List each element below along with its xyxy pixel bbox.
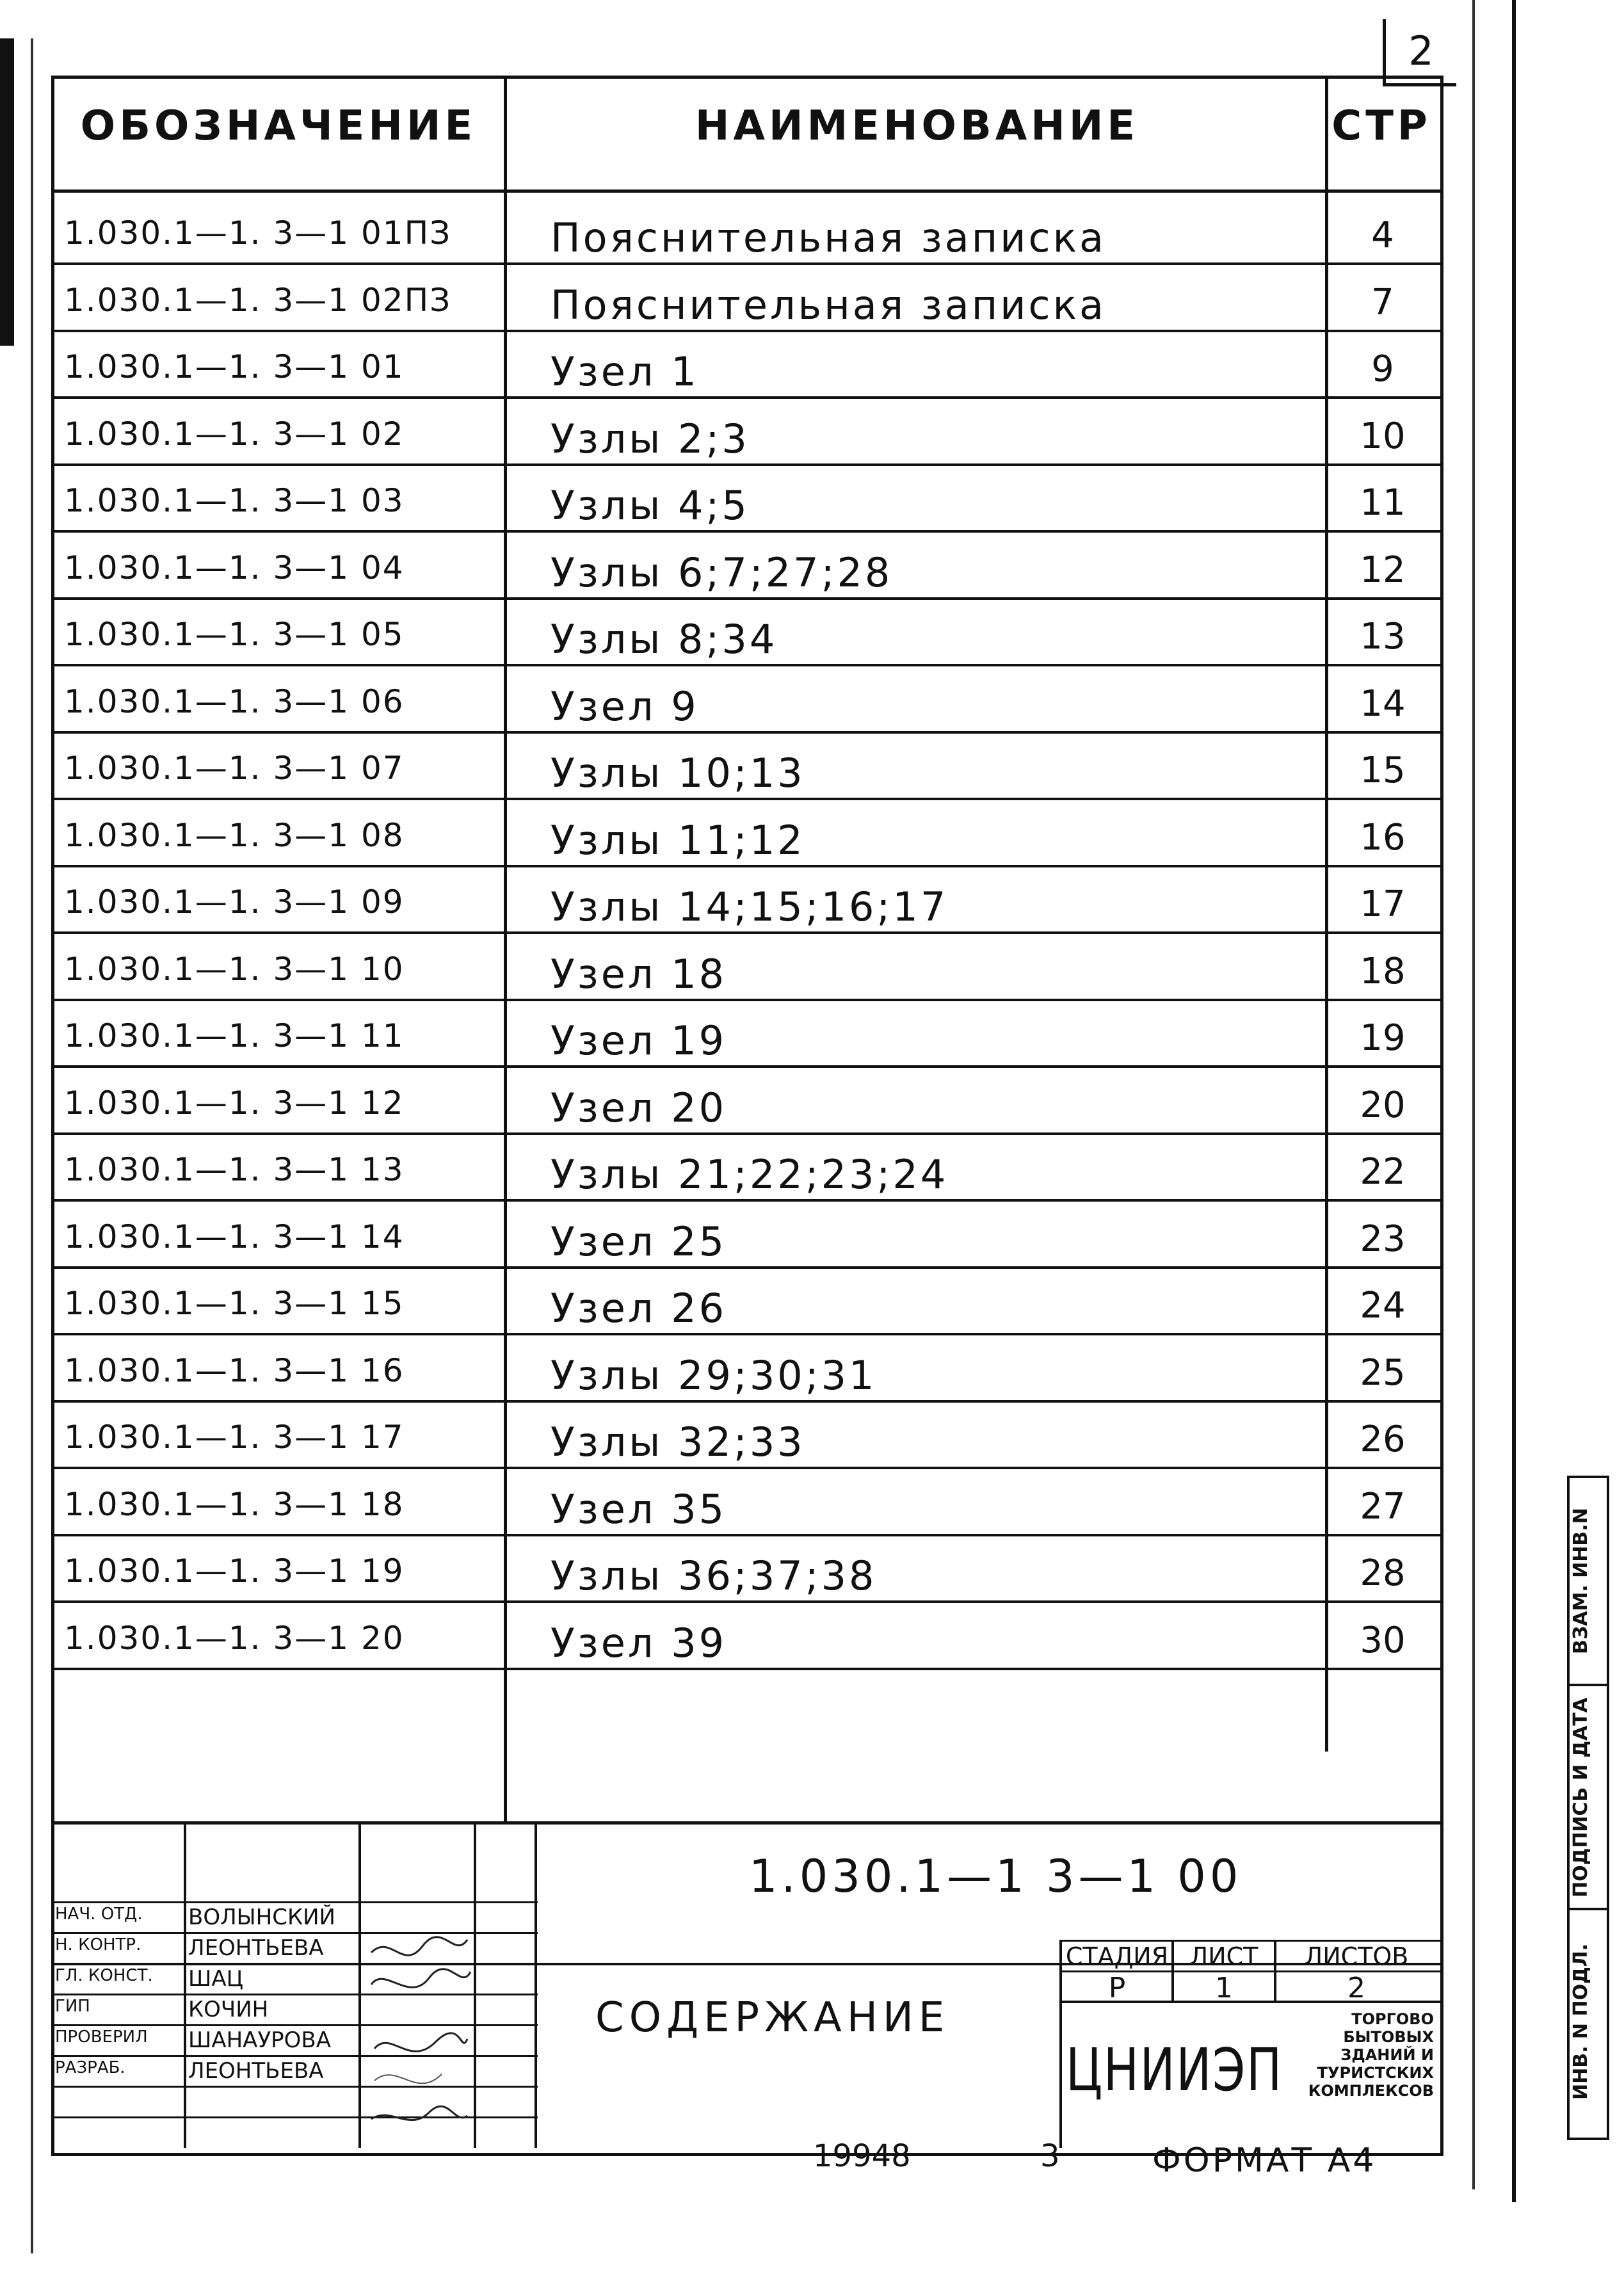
- row-rule: [51, 330, 1440, 332]
- row-rule: [51, 1266, 1440, 1269]
- stage-label: СТАДИЯ: [1065, 1942, 1169, 1970]
- row-page: 4: [1371, 214, 1394, 256]
- sheet-value: 1: [1215, 1972, 1233, 2004]
- row-code: 1.030.1—1. 3—1 04: [64, 549, 405, 586]
- row-rule: [51, 999, 1440, 1001]
- side-stamp-rule: [1567, 1908, 1609, 1910]
- copy-number: 3: [1040, 2138, 1060, 2174]
- row-code: 1.030.1—1. 3—1 17: [64, 1419, 405, 1456]
- document-code: 1.030.1—1 3—1 00: [749, 1850, 1242, 1903]
- scan-edge: [0, 38, 14, 346]
- right-frame-line-inner: [1472, 0, 1475, 2189]
- row-code: 1.030.1—1. 3—1 03: [64, 482, 405, 519]
- tb-col-b: [358, 1821, 361, 2148]
- row-code: 1.030.1—1. 3—1 12: [64, 1084, 405, 1122]
- col-sep-1: [504, 76, 507, 1823]
- row-page: 10: [1360, 415, 1406, 457]
- row-name: Узлы 32;33: [551, 1419, 805, 1465]
- row-name: Узел 9: [551, 682, 699, 730]
- row-rule: [51, 262, 1440, 265]
- row-code: 1.030.1—1. 3—1 13: [64, 1151, 405, 1188]
- row-name: Пояснительная записка: [551, 281, 1107, 328]
- row-code: 1.030.1—1. 3—1 02: [64, 415, 405, 453]
- sheet-number: 2: [1383, 19, 1456, 86]
- tb-col-c: [474, 1821, 476, 2148]
- row-rule: [51, 1199, 1440, 1202]
- row-rule: [51, 1065, 1440, 1068]
- row-name: Узлы 14;15;16;17: [551, 883, 949, 930]
- staff-name: ШАНАУРОВА: [188, 2027, 332, 2053]
- col-header-designation: ОБОЗНАЧЕНИЕ: [80, 102, 477, 150]
- row-name: Узлы 2;3: [551, 415, 750, 462]
- staff-role: Н. КОНТР.: [55, 1935, 141, 1954]
- row-page: 15: [1360, 750, 1406, 791]
- stamp-sign-date: ПОДПИСЬ И ДАТА: [1570, 1697, 1592, 1897]
- row-code: 1.030.1—1. 3—1 14: [64, 1218, 405, 1255]
- row-name: Узел 19: [551, 1017, 727, 1064]
- sheet-title: СОДЕРЖАНИЕ: [595, 1994, 950, 2042]
- row-rule: [51, 597, 1440, 600]
- row-rule: [51, 798, 1440, 800]
- row-code: 1.030.1—1. 3—1 02ПЗ: [64, 281, 452, 319]
- row-rule: [51, 1400, 1440, 1403]
- left-margin-line: [31, 38, 33, 2253]
- row-rule: [51, 1600, 1440, 1603]
- row-name: Узлы 4;5: [551, 482, 750, 529]
- row-name: Узлы 36;37;38: [551, 1552, 877, 1599]
- row-rule: [51, 1333, 1440, 1335]
- row-name: Узел 25: [551, 1218, 727, 1265]
- sheet-label: ЛИСТ: [1189, 1942, 1258, 1970]
- row-name: Узлы 11;12: [551, 816, 805, 864]
- row-name: Узлы 10;13: [551, 750, 805, 796]
- staff-role: НАЧ. ОТД.: [55, 1905, 143, 1924]
- row-rule: [51, 396, 1440, 399]
- tb-row-rule: [51, 1901, 538, 1903]
- row-rule: [51, 865, 1440, 867]
- staff-name: ЛЕОНТЬЕВА: [188, 1935, 324, 1961]
- row-page: 28: [1360, 1552, 1406, 1594]
- row-code: 1.030.1—1. 3—1 08: [64, 816, 405, 854]
- row-page: 23: [1360, 1218, 1406, 1260]
- row-name: Узел 26: [551, 1285, 727, 1332]
- row-name: Узел 20: [551, 1084, 727, 1131]
- org-logo: ЦНИИЭП: [1066, 2036, 1283, 2104]
- header-rule: [51, 189, 1440, 193]
- row-page: 11: [1360, 482, 1406, 524]
- row-name: Узел 1: [551, 348, 699, 395]
- staff-name: ВОЛЫНСКИЙ: [188, 1905, 335, 1930]
- row-page: 26: [1360, 1419, 1406, 1460]
- row-name: Узел 18: [551, 950, 727, 997]
- row-page: 7: [1371, 281, 1394, 323]
- tb-col-a: [184, 1821, 186, 2148]
- staff-name: КОЧИН: [188, 1997, 269, 2022]
- row-name: Узлы 8;34: [551, 616, 778, 663]
- signatures: [365, 1933, 474, 2145]
- org-name: ТОРГОВО БЫТОВЫХ ЗДАНИЙ И ТУРИСТСКИХ КОМПЛЕКСОВ: [1308, 2010, 1434, 2100]
- col-header-page: СТР: [1331, 102, 1431, 150]
- right-frame-line: [1512, 0, 1516, 2202]
- row-rule: [51, 1467, 1440, 1469]
- tb-col-d: [535, 1821, 537, 2148]
- row-name: Узел 35: [551, 1485, 727, 1533]
- row-page: 13: [1360, 616, 1406, 657]
- row-page: 12: [1360, 549, 1406, 591]
- col-header-name: НАИМЕНОВАНИЕ: [695, 102, 1139, 150]
- stage-value: Р: [1108, 1972, 1126, 2004]
- row-page: 30: [1360, 1619, 1406, 1661]
- row-name: Узел 39: [551, 1619, 727, 1666]
- row-page: 24: [1360, 1285, 1406, 1326]
- title-block-top-rule: [51, 1821, 1440, 1825]
- row-code: 1.030.1—1. 3—1 11: [64, 1017, 405, 1054]
- row-page: 22: [1360, 1151, 1406, 1193]
- row-code: 1.030.1—1. 3—1 01: [64, 348, 405, 385]
- row-name: Узлы 21;22;23;24: [551, 1151, 949, 1198]
- row-code: 1.030.1—1. 3—1 16: [64, 1351, 405, 1389]
- row-code: 1.030.1—1. 3—1 07: [64, 750, 405, 787]
- row-code: 1.030.1—1. 3—1 05: [64, 616, 405, 653]
- row-page: 17: [1360, 883, 1406, 925]
- row-rule: [51, 530, 1440, 533]
- row-rule: [51, 1534, 1440, 1536]
- staff-role: ПРОВЕРИЛ: [55, 2027, 148, 2047]
- row-rule: [51, 1668, 1440, 1670]
- row-page: 18: [1360, 950, 1406, 992]
- row-code: 1.030.1—1. 3—1 10: [64, 950, 405, 988]
- row-rule: [51, 931, 1440, 934]
- staff-role: РАЗРАБ.: [55, 2058, 125, 2077]
- row-page: 9: [1371, 348, 1394, 390]
- row-code: 1.030.1—1. 3—1 09: [64, 883, 405, 921]
- row-name: Узлы 29;30;31: [551, 1351, 877, 1399]
- row-page: 27: [1360, 1485, 1406, 1527]
- staff-name: ШАЦ: [188, 1966, 244, 1992]
- paper-format: ФОРМАТ А4: [1152, 2141, 1377, 2180]
- row-code: 1.030.1—1. 3—1 01ПЗ: [64, 214, 452, 252]
- row-rule: [51, 731, 1440, 734]
- row-name: Пояснительная записка: [551, 214, 1107, 261]
- sheets-label: ЛИСТОВ: [1304, 1942, 1409, 1970]
- staff-name: ЛЕОНТЬЕВА: [188, 2058, 324, 2084]
- row-name: Узлы 6;7;27;28: [551, 549, 893, 596]
- row-page: 25: [1360, 1351, 1406, 1394]
- row-rule: [51, 463, 1440, 466]
- row-code: 1.030.1—1. 3—1 06: [64, 682, 405, 720]
- row-page: 16: [1360, 816, 1406, 858]
- row-rule: [51, 664, 1440, 666]
- row-page: 19: [1360, 1017, 1406, 1059]
- row-page: 14: [1360, 682, 1406, 725]
- sheets-value: 2: [1347, 1972, 1365, 2004]
- side-stamp-rule: [1567, 1684, 1609, 1686]
- row-code: 1.030.1—1. 3—1 15: [64, 1285, 405, 1322]
- row-code: 1.030.1—1. 3—1 19: [64, 1552, 405, 1590]
- row-code: 1.030.1—1. 3—1 20: [64, 1619, 405, 1657]
- stamp-replace-inv: ВЗАМ. ИНВ.N: [1570, 1508, 1592, 1655]
- inventory-number: 19948: [813, 2138, 911, 2174]
- stamp-inv-original: ИНВ. N ПОДЛ.: [1570, 1943, 1592, 2100]
- staff-role: ГИП: [55, 1997, 90, 2016]
- row-rule: [51, 1132, 1440, 1135]
- row-page: 20: [1360, 1084, 1406, 1126]
- staff-role: ГЛ. КОНСТ.: [55, 1966, 153, 1985]
- tb-rule-stage-top: [1059, 1940, 1440, 1942]
- row-code: 1.030.1—1. 3—1 18: [64, 1485, 405, 1523]
